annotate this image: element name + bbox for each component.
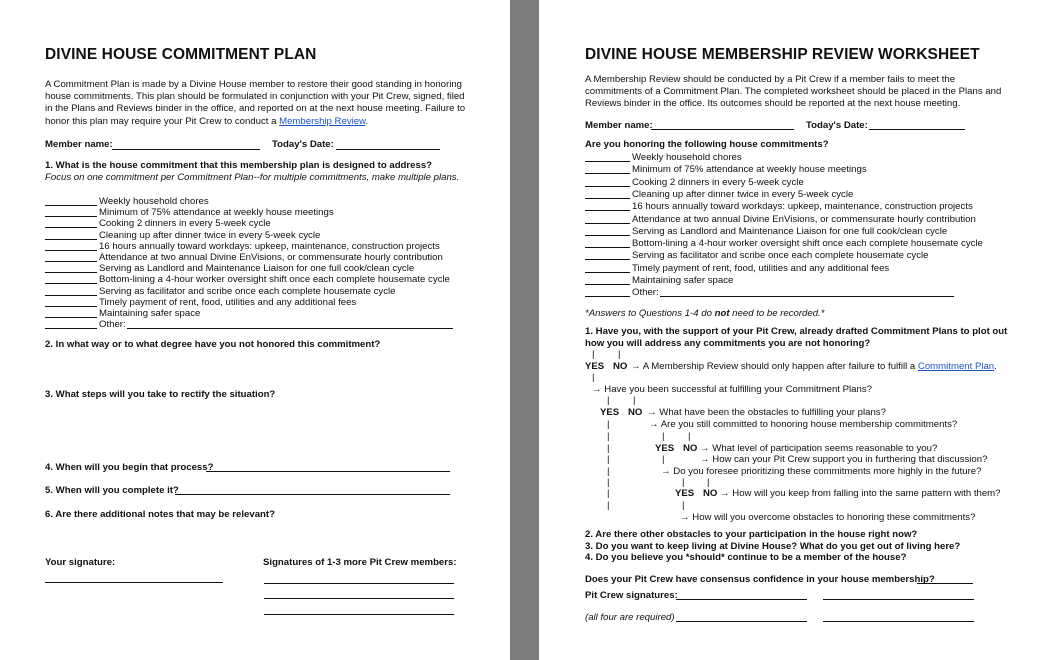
connector: | <box>618 349 621 360</box>
no-label: NO <box>683 443 698 454</box>
commitment-plan-link[interactable]: Commitment Plan <box>917 361 995 372</box>
complete-field[interactable] <box>175 494 450 495</box>
page-title: DIVINE HOUSE MEMBERSHIP REVIEW WORKSHEET <box>585 46 980 63</box>
checkbox-blank[interactable] <box>45 306 97 307</box>
yes-label: YES <box>600 407 620 418</box>
question-1-note: Focus on one commitment per Commitment Plan--for multiple commitments, make multiple plans. <box>45 172 460 183</box>
arrow-icon: → <box>700 454 710 465</box>
checkbox-blank[interactable] <box>585 186 630 187</box>
commitment-item: Bottom-lining a 4-hour worker oversight shift once each complete housemate cycle <box>632 238 983 250</box>
commitment-item: Serving as Landlord and Maintenance Liaison for one full cook/clean cycle <box>632 225 948 237</box>
member-name-label: Member name: <box>585 120 653 131</box>
question-6: 6. Are there additional notes that may be relevant? <box>45 509 275 520</box>
other-field[interactable] <box>127 328 453 329</box>
checkbox-blank[interactable] <box>585 296 630 297</box>
arrow-icon: → <box>647 407 657 418</box>
pit-signature-field-2[interactable] <box>823 599 974 600</box>
checkbox-blank[interactable] <box>585 235 630 236</box>
checkbox-blank[interactable] <box>45 205 97 206</box>
your-signature-field[interactable] <box>45 582 223 583</box>
commitment-item: Cooking 2 dinners in every 5-week cycle <box>99 218 271 230</box>
node-prioritizing: → Do you foresee prioritizing these commitments more highly in the future? <box>661 466 982 477</box>
no-label: NO <box>613 361 628 372</box>
commitment-item: Minimum of 75% attendance at weekly house meetings <box>99 207 334 219</box>
all-required-note: (all four are required) <box>585 612 675 623</box>
other-field[interactable] <box>660 296 954 297</box>
checkbox-blank[interactable] <box>45 328 97 329</box>
connector: | <box>607 500 610 511</box>
connector: | <box>682 500 685 511</box>
pit-signatures-label: Pit Crew signatures: <box>585 590 678 601</box>
connector: | <box>707 477 710 488</box>
question-4: 4. When will you begin that process? <box>45 462 214 473</box>
arrow-icon: → <box>592 384 602 395</box>
commitment-item: 16 hours annually toward workdays: upkeep, maintenance, construction projects <box>99 240 440 252</box>
commitment-item: Maintaining safer space <box>99 308 201 319</box>
commitment-item: Other: <box>99 319 126 331</box>
no-label: NO <box>628 407 643 418</box>
question-3: 3. Do you want to keep living at Divine House? What do you get out of living here? <box>585 541 961 552</box>
commitment-item: Attendance at two annual Divine EnVisions, or commensurate hourly contribution <box>99 252 443 263</box>
connector: | <box>682 477 685 488</box>
commitment-item: Serving as facilitator and scribe once each complete housemate cycle <box>632 250 929 262</box>
checkbox-blank[interactable] <box>45 261 97 262</box>
connector: | <box>662 454 665 465</box>
connector: | <box>592 349 595 360</box>
checkbox-blank[interactable] <box>45 272 97 273</box>
checkbox-blank[interactable] <box>45 250 97 251</box>
arrow-icon: → <box>649 419 659 430</box>
checkbox-blank[interactable] <box>45 295 97 296</box>
arrow-icon: → <box>661 466 671 477</box>
yes-label: YES <box>585 361 605 372</box>
checkbox-blank[interactable] <box>585 210 630 211</box>
node-participation: → What level of participation seems reasonable to you? <box>700 443 938 454</box>
question-1-line-2: how you will address any commitments you are not honoring? <box>585 338 871 349</box>
connector: | <box>662 431 665 442</box>
commitment-item: Attendance at two annual Divine EnVisions, or commensurate hourly contribution <box>632 213 976 225</box>
commitment-item: Serving as Landlord and Maintenance Liaison for one full cook/clean cycle <box>99 263 415 275</box>
node-successful: → Have you been successful at fulfilling your Commitment Plans? <box>592 384 872 395</box>
arrow-icon: → <box>720 488 730 499</box>
intro-paragraph: A Commitment Plan is made by a Divine House member to restore their good standing in honoring house commitments. This plan should be formulated in conjunction with your Pit Crew, signed, filed in the Plans and Reviews binder in the office, and reported on at the next house meeting. Failure to honor this plan may require your Pit Crew to conduct a Membership Review. <box>45 79 466 127</box>
checkbox-blank[interactable] <box>585 284 630 285</box>
checkbox-blank[interactable] <box>585 161 630 162</box>
node-committed: → Are you still committed to honoring house membership commitments? <box>649 419 958 430</box>
node-pattern: → How will you keep from falling into the same pattern with them? <box>720 488 1001 499</box>
intro-paragraph: A Membership Review should be conducted by a Pit Crew if a member fails to meet the commitments of a Commitment Plan. The completed worksheet should be placed in the Plans and Reviews binder in the office. Its outcomes should be reported at the next house meeting. <box>585 74 1002 110</box>
question-1: 1. What is the house commitment that this membership plan is designed to address? <box>45 160 433 171</box>
consensus-question: Does your Pit Crew have consensus confidence in your house membership? <box>585 574 935 585</box>
arrow-icon: → <box>680 512 690 523</box>
pit-signature-field-3[interactable] <box>676 621 807 622</box>
connector: | <box>607 431 610 442</box>
checkbox-blank[interactable] <box>585 259 630 260</box>
connector: | <box>607 477 610 488</box>
commitment-item: Cleaning up after dinner twice in every 5-week cycle <box>99 229 321 241</box>
checkbox-blank[interactable] <box>585 223 630 224</box>
pit-signature-field-1[interactable] <box>676 599 807 600</box>
checkbox-blank[interactable] <box>585 198 630 199</box>
checkbox-blank[interactable] <box>45 283 97 284</box>
checkbox-blank[interactable] <box>45 317 97 318</box>
commitment-item: Serving as facilitator and scribe once each complete housemate cycle <box>99 285 396 297</box>
membership-review-page <box>539 0 1050 660</box>
commitment-item: Weekly household chores <box>632 152 742 163</box>
question-2: 2. In what way or to what degree have you not honored this commitment? <box>45 339 381 350</box>
connector: | <box>607 395 610 406</box>
member-name-field[interactable] <box>651 129 794 130</box>
connector: | <box>607 454 610 465</box>
crew-signatures-label: Signatures of 1-3 more Pit Crew members: <box>263 557 457 568</box>
connector: | <box>633 395 636 406</box>
answers-note: *Answers to Questions 1-4 do not need to be recorded.* <box>585 308 825 319</box>
commitment-plan-page <box>0 0 510 660</box>
question-1-line-1: 1. Have you, with the support of your Pit Crew, already drafted Commitment Plans to plot out <box>585 326 1008 337</box>
checkbox-blank[interactable] <box>45 227 97 228</box>
honoring-question: Are you honoring the following house commitments? <box>585 139 829 150</box>
page-title: DIVINE HOUSE COMMITMENT PLAN <box>45 46 317 63</box>
connector: | <box>607 419 610 430</box>
date-field[interactable] <box>336 149 440 150</box>
question-5: 5. When will you complete it? <box>45 485 179 496</box>
checkbox-blank[interactable] <box>585 247 630 248</box>
crew-signature-field-2[interactable] <box>264 598 454 599</box>
checkbox-blank[interactable] <box>45 239 97 240</box>
begin-field[interactable] <box>206 471 450 472</box>
date-label: Today's Date: <box>806 120 868 131</box>
question-4: 4. Do you believe you *should* continue to be a member of the house? <box>585 552 907 563</box>
commitment-item: Other: <box>632 287 659 299</box>
date-label: Today's Date: <box>272 139 334 150</box>
yes-label: YES <box>675 488 695 499</box>
commitment-item: Maintaining safer space <box>632 275 734 286</box>
crew-signature-field-3[interactable] <box>264 614 454 615</box>
membership-review-link[interactable]: Membership Review <box>279 115 366 127</box>
node-obstacles: → What have been the obstacles to fulfilling your plans? <box>647 407 886 418</box>
member-name-field[interactable] <box>112 149 260 150</box>
connector: | <box>607 466 610 477</box>
commitment-item: Bottom-lining a 4-hour worker oversight shift once each complete housemate cycle <box>99 274 450 286</box>
node-support: → How can your Pit Crew support you in furthering that discussion? <box>700 454 988 465</box>
arrow-icon: → <box>700 443 710 454</box>
connector: | <box>607 443 610 454</box>
commitment-item: Timely payment of rent, food, utilities and any additional fees <box>99 296 357 308</box>
question-3: 3. What steps will you take to rectify the situation? <box>45 389 276 400</box>
checkbox-blank[interactable] <box>585 272 630 273</box>
connector: | <box>688 431 691 442</box>
checkbox-blank[interactable] <box>45 216 97 217</box>
no-label: NO <box>703 488 718 499</box>
checkbox-blank[interactable] <box>585 173 630 174</box>
crew-signature-field-1[interactable] <box>264 583 454 584</box>
your-signature-label: Your signature: <box>45 557 116 568</box>
arrow-icon: → <box>631 361 641 372</box>
connector: | <box>607 488 610 499</box>
commitment-item: Cleaning up after dinner twice in every 5-week cycle <box>632 188 854 200</box>
commitment-item: 16 hours annually toward workdays: upkeep, maintenance, construction projects <box>632 201 973 213</box>
consensus-field[interactable] <box>917 583 973 584</box>
connector: | <box>592 372 595 383</box>
node-overcome: → How will you overcome obstacles to honoring these commitments? <box>680 512 976 523</box>
commitment-item: Timely payment of rent, food, utilities and any additional fees <box>632 262 890 274</box>
commitment-item: Weekly household chores <box>99 196 209 207</box>
commitment-item: Minimum of 75% attendance at weekly house meetings <box>632 164 867 176</box>
commitment-item: Cooking 2 dinners in every 5-week cycle <box>632 176 804 188</box>
date-field[interactable] <box>869 129 965 130</box>
member-name-label: Member name: <box>45 139 113 150</box>
question-2: 2. Are there other obstacles to your participation in the house right now? <box>585 529 918 540</box>
yes-label: YES <box>655 443 675 454</box>
node-membership: → A Membership Review should only happen after failure to fulfill a Commitment Plan. <box>631 361 997 372</box>
pit-signature-field-4[interactable] <box>823 621 974 622</box>
